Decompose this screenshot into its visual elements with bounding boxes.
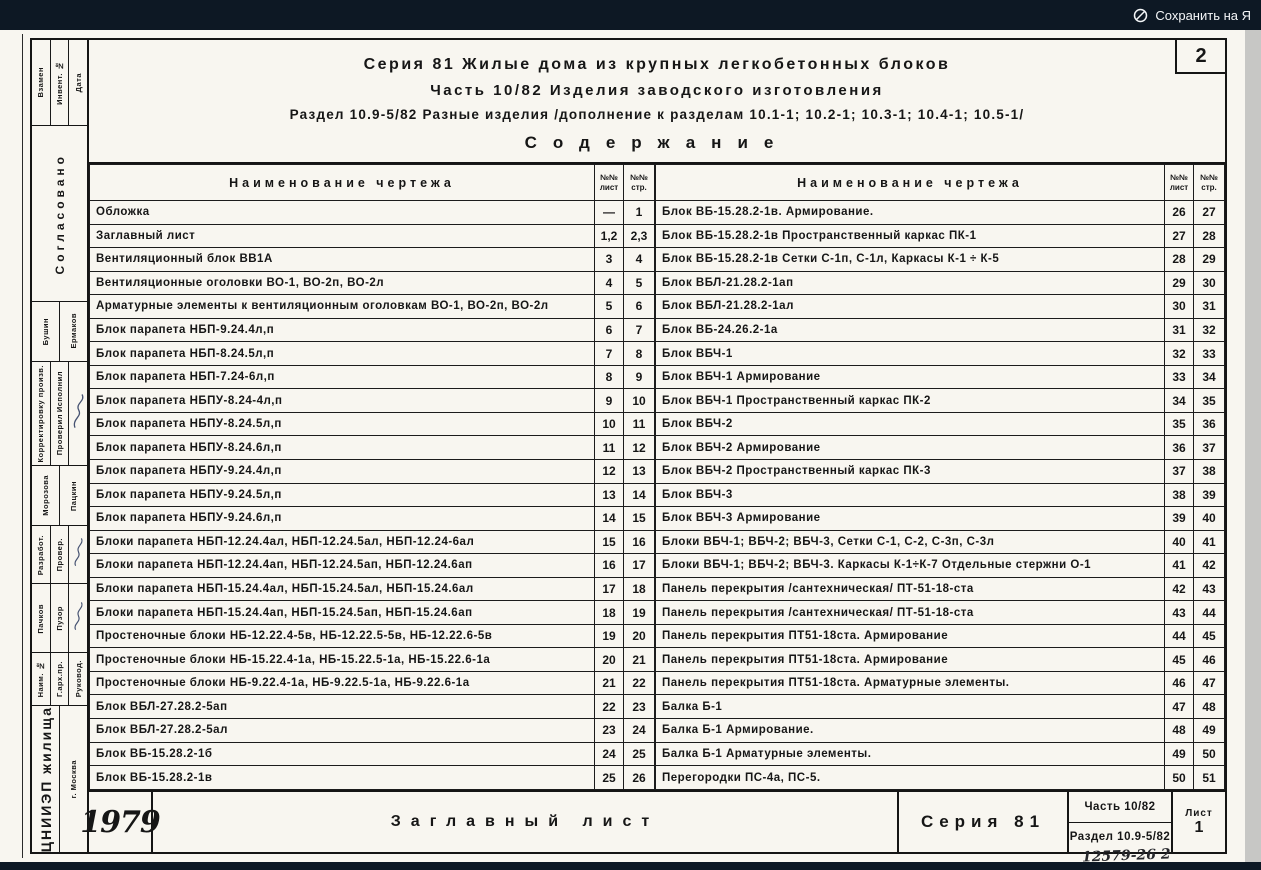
drawing-title: Блоки парапета НБП-15.24.4ап, НБП-15.24.5ап, НБП-15.24.6ап bbox=[90, 601, 595, 625]
drawing-title: Вентиляционные оголовки ВО-1, ВО-2п, ВО-2л bbox=[90, 271, 595, 295]
sheet-value: 1 bbox=[1194, 818, 1204, 836]
sheet-no: 46 bbox=[1165, 671, 1194, 695]
sheet-main-area bbox=[80, 40, 1225, 852]
admin-stamp bbox=[32, 653, 87, 705]
page-no: 2,3 bbox=[624, 224, 655, 248]
toc-row bbox=[656, 295, 1225, 319]
admin-label: Г.арх.пр. bbox=[55, 661, 64, 698]
toc-row bbox=[656, 248, 1225, 272]
toc-table-right bbox=[655, 164, 1225, 790]
page-no: 9 bbox=[624, 365, 655, 389]
toc-row bbox=[656, 577, 1225, 601]
page-no: 45 bbox=[1194, 624, 1225, 648]
column-header-name: Наименование чертежа bbox=[656, 165, 1165, 201]
drawing-title: Блок парапета НБПУ-9.24.4л,п bbox=[90, 460, 595, 484]
drawing-title: Блок ВБЧ-1 Армирование bbox=[656, 365, 1165, 389]
sheet-no: 36 bbox=[1165, 436, 1194, 460]
page-no: 46 bbox=[1194, 648, 1225, 672]
drawing-title: Блоки ВБЧ-1; ВБЧ-2; ВБЧ-3, Сетки С-1, С-2, С-3п, С-3л bbox=[656, 530, 1165, 554]
drawing-title: Блок парапета НБПУ-8.24-4л,п bbox=[90, 389, 595, 413]
sheet-no: 38 bbox=[1165, 483, 1194, 507]
correction-label: Корректировку произв. bbox=[36, 364, 46, 463]
drawing-title: Панель перекрытия /сантехническая/ ПТ-51-18-ста bbox=[656, 577, 1165, 601]
save-button[interactable]: Сохранить на Я bbox=[1155, 7, 1251, 23]
toc-row bbox=[656, 554, 1225, 578]
sheet-no: 41 bbox=[1165, 554, 1194, 578]
drawing-title: Блок парапета НБПУ-8.24.6л,п bbox=[90, 436, 595, 460]
toc-row bbox=[90, 719, 655, 743]
toc-row bbox=[656, 624, 1225, 648]
checker-name: Пузор bbox=[55, 605, 64, 631]
toc-row bbox=[90, 742, 655, 766]
page-no: 31 bbox=[1194, 295, 1225, 319]
toc-row bbox=[90, 271, 655, 295]
column-header-sheet: №№ лист bbox=[1165, 165, 1194, 201]
page-no: 22 bbox=[624, 671, 655, 695]
sheet-no: 14 bbox=[595, 507, 624, 531]
role-label: Разработ. bbox=[36, 534, 46, 575]
sheet-no: 24 bbox=[595, 742, 624, 766]
sheet-no: 8 bbox=[595, 365, 624, 389]
drawing-title: Блок ВБ-15.28.2-1в Пространственный каркас ПК-1 bbox=[656, 224, 1165, 248]
names-stamp-low bbox=[32, 584, 87, 653]
page-no: 39 bbox=[1194, 483, 1225, 507]
corner-label: Дата bbox=[73, 72, 83, 93]
sheet-no: 40 bbox=[1165, 530, 1194, 554]
toc-row bbox=[656, 342, 1225, 366]
page-number-box: 2 bbox=[1175, 40, 1225, 74]
page-no: 38 bbox=[1194, 460, 1225, 484]
toc-row bbox=[90, 318, 655, 342]
sheet-no: 1,2 bbox=[595, 224, 624, 248]
sheet-no: 10 bbox=[595, 412, 624, 436]
page-no: 32 bbox=[1194, 318, 1225, 342]
toc-header-row bbox=[90, 165, 655, 201]
toc-row bbox=[90, 766, 655, 790]
handwritten-doc-number: 12579-26 2 bbox=[1081, 846, 1171, 866]
page-no: 12 bbox=[624, 436, 655, 460]
drawing-title: Балка Б-1 Арматурные элементы. bbox=[656, 742, 1165, 766]
drawing-title: Блоки парапета НБП-15.24.4ал, НБП-15.24.5ал, НБП-15.24.6ал bbox=[90, 577, 595, 601]
drawing-title: Блок ВБ-15.28.2-1б bbox=[90, 742, 595, 766]
toc-row bbox=[656, 766, 1225, 790]
executor-name: Морозова bbox=[41, 475, 50, 517]
drawing-title: Блоки парапета НБП-12.24.4ап, НБП-12.24.5ап, НБП-12.24.6ап bbox=[90, 554, 595, 578]
drawing-title: Блоки парапета НБП-12.24.4ал, НБП-12.24.5ал, НБП-12.24-6ал bbox=[90, 530, 595, 554]
sheet-no: 42 bbox=[1165, 577, 1194, 601]
page-no: 37 bbox=[1194, 436, 1225, 460]
toc-row bbox=[90, 648, 655, 672]
sheet-no: 49 bbox=[1165, 742, 1194, 766]
toc-row bbox=[656, 436, 1225, 460]
page-no: 42 bbox=[1194, 554, 1225, 578]
sheet-no: 20 bbox=[595, 648, 624, 672]
drawing-title: Блок ВБ-24.26.2-1а bbox=[656, 318, 1165, 342]
sheet-no: 13 bbox=[595, 483, 624, 507]
drawing-title: Балка Б-1 Армирование. bbox=[656, 719, 1165, 743]
page-no: 13 bbox=[624, 460, 655, 484]
sheet-no: 3 bbox=[595, 248, 624, 272]
sheet-no: 21 bbox=[595, 671, 624, 695]
save-icon bbox=[1133, 8, 1148, 23]
drawing-title: Блок ВБЧ-2 bbox=[656, 412, 1165, 436]
page-no: 8 bbox=[624, 342, 655, 366]
page-no: 48 bbox=[1194, 695, 1225, 719]
sheet-no: 30 bbox=[1165, 295, 1194, 319]
role-label: Провер. bbox=[55, 538, 64, 572]
checker-name: Пачков bbox=[36, 603, 46, 634]
page-no: 5 bbox=[624, 271, 655, 295]
sheet-no: 19 bbox=[595, 624, 624, 648]
scanned-page bbox=[0, 30, 1245, 862]
drawing-title: Блок ВБЛ-27.28.2-5ал bbox=[90, 719, 595, 743]
part-section-stamp bbox=[1067, 792, 1171, 852]
drawing-title: Заглавный лист bbox=[90, 224, 595, 248]
toc-row bbox=[656, 671, 1225, 695]
page-no: 23 bbox=[624, 695, 655, 719]
toc-row bbox=[90, 389, 655, 413]
drawing-title: Блок ВБЧ-3 Армирование bbox=[656, 507, 1165, 531]
page-no: 50 bbox=[1194, 742, 1225, 766]
page-no: 17 bbox=[624, 554, 655, 578]
sheet-no: 12 bbox=[595, 460, 624, 484]
organization-stamp bbox=[32, 706, 87, 852]
toc-row bbox=[90, 483, 655, 507]
toc-row bbox=[656, 365, 1225, 389]
year-stamp: 1979 bbox=[89, 792, 153, 852]
sheet-no: 48 bbox=[1165, 719, 1194, 743]
roles-stamp bbox=[32, 526, 87, 584]
sheet-no: 31 bbox=[1165, 318, 1194, 342]
page-no: 19 bbox=[624, 601, 655, 625]
page-no: 25 bbox=[624, 742, 655, 766]
page-no: 11 bbox=[624, 412, 655, 436]
sheet-no: 27 bbox=[1165, 224, 1194, 248]
page-no: 40 bbox=[1194, 507, 1225, 531]
page-no: 29 bbox=[1194, 248, 1225, 272]
drawing-title: Простеночные блоки НБ-15.22.4-1а, НБ-15.22.5-1а, НБ-15.22.6-1а bbox=[90, 648, 595, 672]
sheet-no: 43 bbox=[1165, 601, 1194, 625]
sheet-no: 35 bbox=[1165, 412, 1194, 436]
toc-row bbox=[656, 318, 1225, 342]
toc-row bbox=[90, 365, 655, 389]
drawing-title: Простеночные блоки НБ-9.22.4-1а, НБ-9.22.5-1а, НБ-9.22.6-1а bbox=[90, 671, 595, 695]
drawing-title: Панель перекрытия ПТ51-18ста. Арматурные элементы. bbox=[656, 671, 1165, 695]
toc-row bbox=[656, 530, 1225, 554]
sheet-no: 25 bbox=[595, 766, 624, 790]
drawing-title: Блок парапета НБПУ-9.24.5л,п bbox=[90, 483, 595, 507]
binding-edge-line bbox=[22, 34, 23, 858]
toc-row bbox=[656, 483, 1225, 507]
browser-bottom-bar bbox=[0, 862, 1261, 870]
role-label: Исполнил bbox=[55, 371, 64, 413]
page-no: 44 bbox=[1194, 601, 1225, 625]
drawing-title: Блок ВБ-15.28.2-1в. Армирование. bbox=[656, 201, 1165, 225]
drawing-title: Блок парапета НБПУ-8.24.5л,п bbox=[90, 412, 595, 436]
toc-row bbox=[656, 201, 1225, 225]
sheet-no: 50 bbox=[1165, 766, 1194, 790]
drawing-title: Блок ВБ-15.28.2-1в Сетки С-1п, С-1л, Каркасы К-1 ÷ К-5 bbox=[656, 248, 1165, 272]
toc-row bbox=[90, 577, 655, 601]
corner-label: Взамен bbox=[36, 67, 46, 98]
section-title: Раздел 10.9-5/82 Разные изделия /дополнение к разделам 10.1-1; 10.2-1; 10.3-1; 10.4-1; 10.5-1/ bbox=[289, 107, 1025, 122]
role-label: Проверил bbox=[55, 414, 64, 456]
sheet-label: Лист bbox=[1185, 807, 1213, 819]
signature bbox=[69, 391, 87, 436]
approver-name: Бушин bbox=[41, 317, 50, 345]
signature bbox=[69, 599, 87, 638]
drawing-title: Арматурные элементы к вентиляционным оголовкам ВО-1, ВО-2п, ВО-2л bbox=[90, 295, 595, 319]
drawing-title: Блок парапета НБП-9.24.4л,п bbox=[90, 318, 595, 342]
page-no: 35 bbox=[1194, 389, 1225, 413]
part-title: Часть 10/82 Изделия заводского изготовления bbox=[430, 82, 884, 99]
page-no: 20 bbox=[624, 624, 655, 648]
series-title: Серия 81 Жилые дома из крупных легкобетонных блоков bbox=[363, 56, 951, 73]
page-no: 10 bbox=[624, 389, 655, 413]
corner-stamp bbox=[32, 40, 87, 126]
toc-row bbox=[656, 460, 1225, 484]
sheet-no: 22 bbox=[595, 695, 624, 719]
sheet-no: 47 bbox=[1165, 695, 1194, 719]
toc-row bbox=[90, 507, 655, 531]
admin-label: Наим. № bbox=[36, 660, 46, 698]
column-header-page: №№ стр. bbox=[624, 165, 655, 201]
drawing-title: Блок ВБЧ-3 bbox=[656, 483, 1165, 507]
sheet-no: 34 bbox=[1165, 389, 1194, 413]
browser-top-bar bbox=[0, 0, 1261, 30]
toc-table-left bbox=[89, 164, 655, 790]
toc-header-row bbox=[656, 165, 1225, 201]
column-header-page: №№ стр. bbox=[1194, 165, 1225, 201]
part-label: Часть 10/82 bbox=[1069, 792, 1171, 823]
stamp-column bbox=[32, 40, 89, 852]
page-no: 43 bbox=[1194, 577, 1225, 601]
series-stamp: Серия 81 bbox=[897, 792, 1067, 852]
sheet-no: 15 bbox=[595, 530, 624, 554]
agreed-label: Согласовано bbox=[52, 152, 67, 275]
title-footer bbox=[80, 790, 1225, 852]
toc-row bbox=[656, 742, 1225, 766]
sheet-no: 28 bbox=[1165, 248, 1194, 272]
toc-row bbox=[656, 601, 1225, 625]
toc-row bbox=[90, 601, 655, 625]
drawing-title: Простеночные блоки НБ-12.22.4-5в, НБ-12.22.5-5в, НБ-12.22.6-5в bbox=[90, 624, 595, 648]
page-no: 36 bbox=[1194, 412, 1225, 436]
correction-stamp bbox=[32, 362, 87, 467]
sheet-no: 6 bbox=[595, 318, 624, 342]
approver-name: Ермаков bbox=[69, 313, 78, 349]
page-no: 1 bbox=[624, 201, 655, 225]
title-block bbox=[89, 40, 1225, 162]
contents-tables bbox=[89, 162, 1225, 790]
drawing-frame bbox=[30, 38, 1227, 854]
toc-row bbox=[90, 695, 655, 719]
sheet-no: 23 bbox=[595, 719, 624, 743]
drawing-title: Балка Б-1 bbox=[656, 695, 1165, 719]
organization-city: г. Москва bbox=[69, 759, 78, 799]
page-no: 24 bbox=[624, 719, 655, 743]
names-stamp-mid bbox=[32, 466, 87, 526]
drawing-title: Вентиляционный блок ВВ1А bbox=[90, 248, 595, 272]
toc-row bbox=[656, 271, 1225, 295]
drawing-title: Панель перекрытия ПТ51-18ста. Армирование bbox=[656, 648, 1165, 672]
toc-row bbox=[656, 507, 1225, 531]
sheet-no: — bbox=[595, 201, 624, 225]
sheet-title: Заглавный лист bbox=[390, 813, 660, 830]
drawing-title: Блок ВБЧ-2 Армирование bbox=[656, 436, 1165, 460]
toc-row bbox=[656, 648, 1225, 672]
page-no: 7 bbox=[624, 318, 655, 342]
toc-row bbox=[90, 624, 655, 648]
sheet-no: 44 bbox=[1165, 624, 1194, 648]
drawing-title: Панель перекрытия /сантехническая/ ПТ-51-18-ста bbox=[656, 601, 1165, 625]
sheet-no: 29 bbox=[1165, 271, 1194, 295]
page-no: 14 bbox=[624, 483, 655, 507]
page-no: 27 bbox=[1194, 201, 1225, 225]
page-no: 47 bbox=[1194, 671, 1225, 695]
toc-row bbox=[90, 201, 655, 225]
toc-row bbox=[656, 224, 1225, 248]
drawing-title: Обложка bbox=[90, 201, 595, 225]
toc-row bbox=[656, 719, 1225, 743]
toc-row bbox=[90, 295, 655, 319]
toc-row bbox=[90, 554, 655, 578]
sheet-no: 4 bbox=[595, 271, 624, 295]
sheet-no: 39 bbox=[1165, 507, 1194, 531]
drawing-title: Блок ВБЧ-1 Пространственный каркас ПК-2 bbox=[656, 389, 1165, 413]
drawing-title: Блок ВБЛ-21.28.2-1ал bbox=[656, 295, 1165, 319]
sheet-no: 45 bbox=[1165, 648, 1194, 672]
page-no: 33 bbox=[1194, 342, 1225, 366]
admin-label: Руковод. bbox=[73, 660, 83, 698]
page-no: 30 bbox=[1194, 271, 1225, 295]
drawing-title: Перегородки ПС-4а, ПС-5. bbox=[656, 766, 1165, 790]
drawing-title: Блок ВБ-15.28.2-1в bbox=[90, 766, 595, 790]
sheet-no: 9 bbox=[595, 389, 624, 413]
contents-heading: Содержание bbox=[524, 133, 790, 152]
page-no: 4 bbox=[624, 248, 655, 272]
toc-row bbox=[656, 389, 1225, 413]
page-no: 21 bbox=[624, 648, 655, 672]
sheet-no: 33 bbox=[1165, 365, 1194, 389]
sheet-no: 5 bbox=[595, 295, 624, 319]
drawing-title: Блок парапета НБП-7.24-6л,п bbox=[90, 365, 595, 389]
toc-row bbox=[656, 412, 1225, 436]
page-no: 6 bbox=[624, 295, 655, 319]
toc-row bbox=[90, 460, 655, 484]
toc-row bbox=[90, 671, 655, 695]
sheet-number-stamp bbox=[1171, 792, 1225, 852]
drawing-title: Блок парапета НБП-8.24.5л,п bbox=[90, 342, 595, 366]
toc-row bbox=[90, 530, 655, 554]
page-no: 26 bbox=[624, 766, 655, 790]
page-no: 18 bbox=[624, 577, 655, 601]
corner-label: Инвент. № bbox=[55, 60, 64, 105]
page-no: 41 bbox=[1194, 530, 1225, 554]
section-label: Раздел 10.9-5/82 bbox=[1069, 831, 1171, 844]
toc-row bbox=[90, 436, 655, 460]
sheet-no: 32 bbox=[1165, 342, 1194, 366]
sheet-no: 17 bbox=[595, 577, 624, 601]
drawing-title: Блоки ВБЧ-1; ВБЧ-2; ВБЧ-3. Каркасы К-1÷К-7 Отдельные стержни О-1 bbox=[656, 554, 1165, 578]
drawing-title: Блок ВБЧ-2 Пространственный каркас ПК-3 bbox=[656, 460, 1165, 484]
toc-row bbox=[90, 248, 655, 272]
drawing-title: Блок ВБЛ-21.28.2-1ап bbox=[656, 271, 1165, 295]
drawing-title: Блок парапета НБПУ-9.24.6л,п bbox=[90, 507, 595, 531]
column-header-name: Наименование чертежа bbox=[90, 165, 595, 201]
toc-row bbox=[656, 695, 1225, 719]
column-header-sheet: №№ лист bbox=[595, 165, 624, 201]
toc-row bbox=[90, 342, 655, 366]
sheet-no: 11 bbox=[595, 436, 624, 460]
sheet-no: 26 bbox=[1165, 201, 1194, 225]
signature bbox=[69, 535, 87, 574]
agreed-stamp bbox=[32, 126, 87, 302]
page-no: 49 bbox=[1194, 719, 1225, 743]
page-no: 15 bbox=[624, 507, 655, 531]
sheet-no: 7 bbox=[595, 342, 624, 366]
page-no: 28 bbox=[1194, 224, 1225, 248]
sheet-no: 16 bbox=[595, 554, 624, 578]
drawing-title: Блок ВБЧ-1 bbox=[656, 342, 1165, 366]
organization-name: ЦНИИЭП жилища bbox=[37, 705, 54, 852]
toc-row bbox=[90, 412, 655, 436]
sheet-no: 18 bbox=[595, 601, 624, 625]
executor-name: Пацкин bbox=[69, 480, 78, 511]
names-stamp-top bbox=[32, 302, 87, 362]
page-no: 16 bbox=[624, 530, 655, 554]
drawing-title: Блок ВБЛ-27.28.2-5ап bbox=[90, 695, 595, 719]
drawing-title: Панель перекрытия ПТ51-18ста. Армирование bbox=[656, 624, 1165, 648]
toc-row bbox=[90, 224, 655, 248]
page-no: 34 bbox=[1194, 365, 1225, 389]
sheet-no: 37 bbox=[1165, 460, 1194, 484]
page-no: 51 bbox=[1194, 766, 1225, 790]
